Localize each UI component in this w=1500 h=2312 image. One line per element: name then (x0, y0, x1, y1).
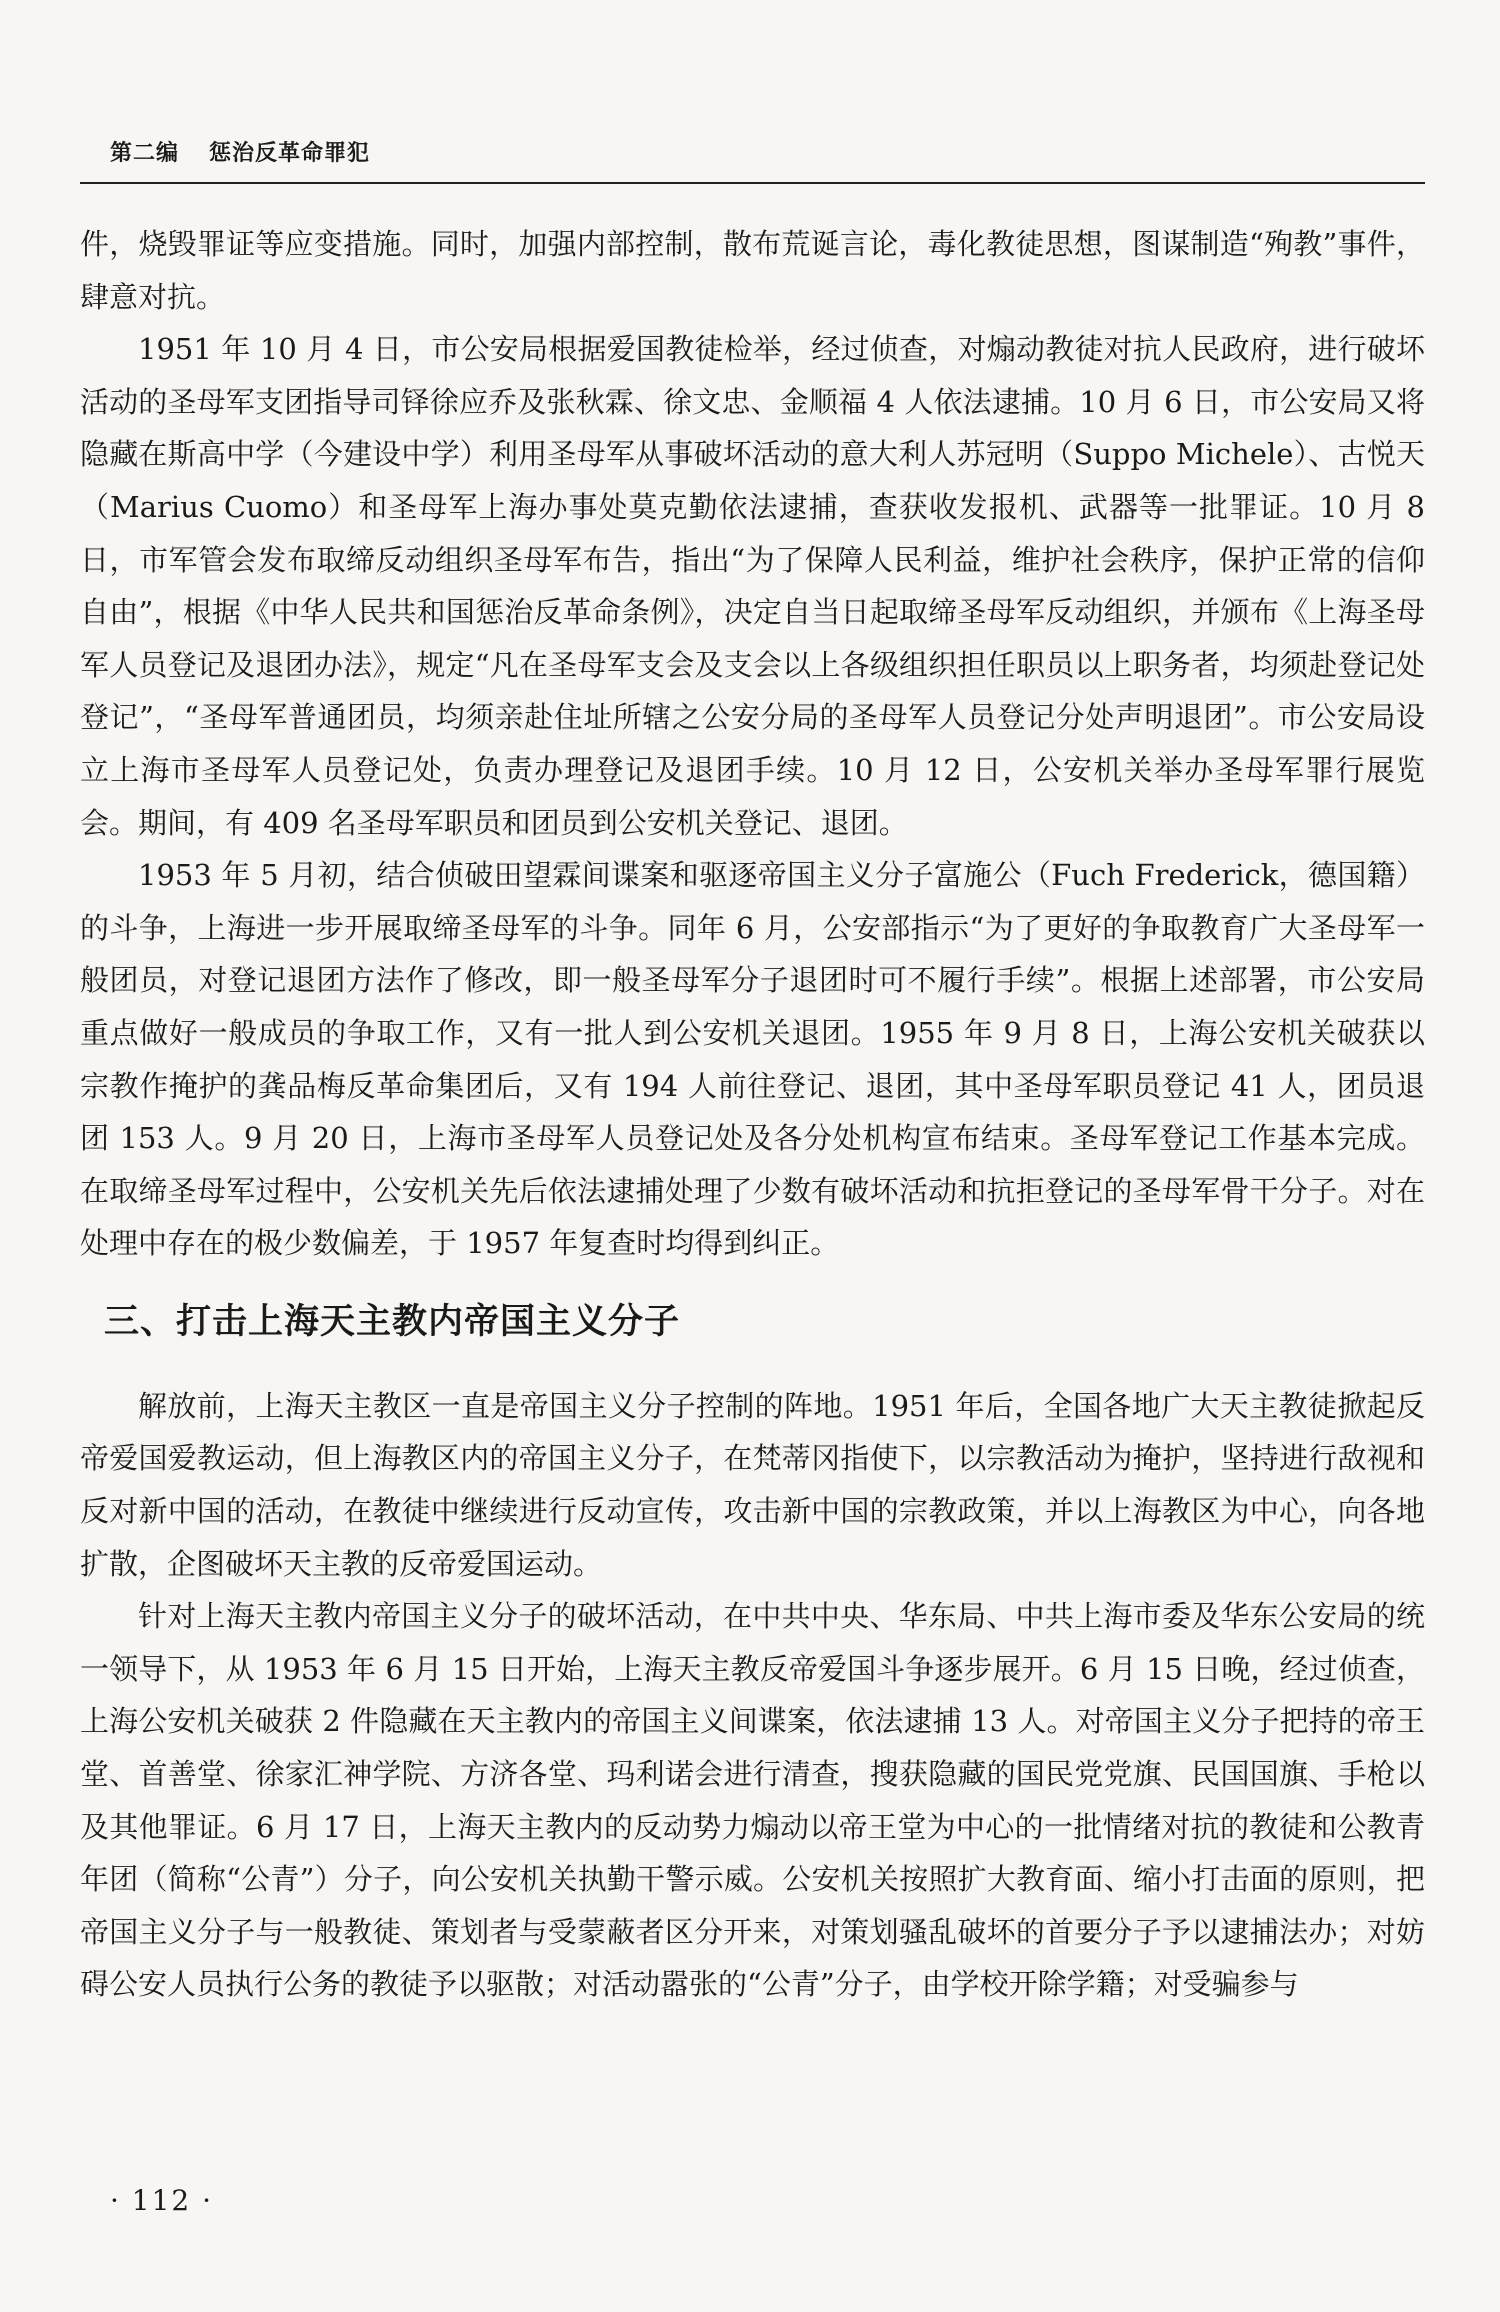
page-number: · 112 · (110, 2184, 214, 2217)
header-title: 惩治反革命罪犯 (209, 141, 371, 166)
paragraph: 1951 年 10 月 4 日，市公安局根据爱国教徒检举，经过侦查，对煽动教徒对抗人民政府，进行破坏活动的圣母军支团指导司铎徐应乔及张秋霖、徐文忠、金顺福 4 人依法逮捕。10 月 6 日，市公安局又将隐藏在斯高中学（今建设中学）利用圣母军从事破坏活动的意大利人苏冠明（Suppo Michele）、古悦天（Marius Cuomo）和圣母军上海办事处莫克勤依法逮捕，查获收发报机、武器等一批罪证。10 月 8 日，市军管会发布取缔反动组织圣母军布告，指出“为了保障人民利益，维护社会秩序，保护正常的信仰自由”，根据《中华人民共和国惩治反革命条例》，决定自当日起取缔圣母军反动组织，并颁布《上海圣母军人员登记及退团办法》，规定“凡在圣母军支会及支会以上各级组织担任职员以上职务者，均须赴登记处登记”，“圣母军普通团员，均须亲赴住址所辖之公安分局的圣母军人员登记分处声明退团”。市公安局设立上海市圣母军人员登记处，负责办理登记及退团手续。10 月 12 日，公安机关举办圣母军罪行展览会。期间，有 409 名圣母军职员和团员到公安机关登记、退团。 (80, 332, 1425, 840)
section-heading: 三、打击上海天主教内帝国主义分子 (104, 1301, 681, 1342)
running-header (110, 136, 370, 167)
paragraph-continued: 件，烧毁罪证等应变措施。同时，加强内部控制，散布荒诞言论，毒化教徒思想，图谋制造“殉教”事件，肆意对抗。 (80, 227, 1425, 314)
header-part: 第二编 (110, 141, 180, 166)
paragraph: 1953 年 5 月初，结合侦破田望霖间谍案和驱逐帝国主义分子富施公（Fuch Frederick，德国籍）的斗争，上海进一步开展取缔圣母军的斗争。同年 6 月，公安部指示“为了更好的争取教育广大圣母军一般团员，对登记退团方法作了修改，即一般圣母军分子退团时可不履行手续”。根据上述部署，市公安局重点做好一般成员的争取工作，又有一批人到公安机关退团。1955 年 9 月 8 日，上海公安机关破获以宗教作掩护的龚品梅反革命集团后，又有 194 人前往登记、退团，其中圣母军职员登记 41 人，团员退团 153 人。9 月 20 日，上海市圣母军人员登记处及各分处机构宣布结束。圣母军登记工作基本完成。在取缔圣母军过程中，公安机关先后依法逮捕处理了少数有破坏活动和抗拒登记的圣母军骨干分子。对在处理中存在的极少数偏差，于 1957 年复查时均得到纠正。 (80, 858, 1425, 1261)
header-rule (80, 182, 1425, 184)
paragraph: 解放前，上海天主教区一直是帝国主义分子控制的阵地。1951 年后，全国各地广大天主教徒掀起反帝爱国爱教运动，但上海教区内的帝国主义分子，在梵蒂冈指使下，以宗教活动为掩护，坚持进行敌视和反对新中国的活动，在教徒中继续进行反动宣传，攻击新中国的宗教政策，并以上海教区为中心，向各地扩散，企图破坏天主教的反帝爱国运动。 (80, 1388, 1425, 1581)
paragraph: 针对上海天主教内帝国主义分子的破坏活动，在中共中央、华东局、中共上海市委及华东公安局的统一领导下，从 1953 年 6 月 15 日开始，上海天主教反帝爱国斗争逐步展开。6 月 15 日晚，经过侦查，上海公安机关破获 2 件隐藏在天主教内的帝国主义间谍案，依法逮捕 13 人。对帝国主义分子把持的帝王堂、首善堂、徐家汇神学院、方济各堂、玛利诺会进行清查，搜获隐藏的国民党党旗、民国国旗、手枪以及其他罪证。6 月 17 日，上海天主教内的反动势力煽动以帝王堂为中心的一批情绪对抗的教徒和公教青年团（简称“公青”）分子，向公安机关执勤干警示威。公安机关按照扩大教育面、缩小打击面的原则，把帝国主义分子与一般教徒、策划者与受蒙蔽者区分开来，对策划骚乱破坏的首要分子予以逮捕法办；对妨碍公安人员执行公务的教徒予以驱散；对活动嚣张的“公青”分子，由学校开除学籍；对受骗参与 (80, 1599, 1425, 2002)
body-text (80, 218, 1425, 2011)
